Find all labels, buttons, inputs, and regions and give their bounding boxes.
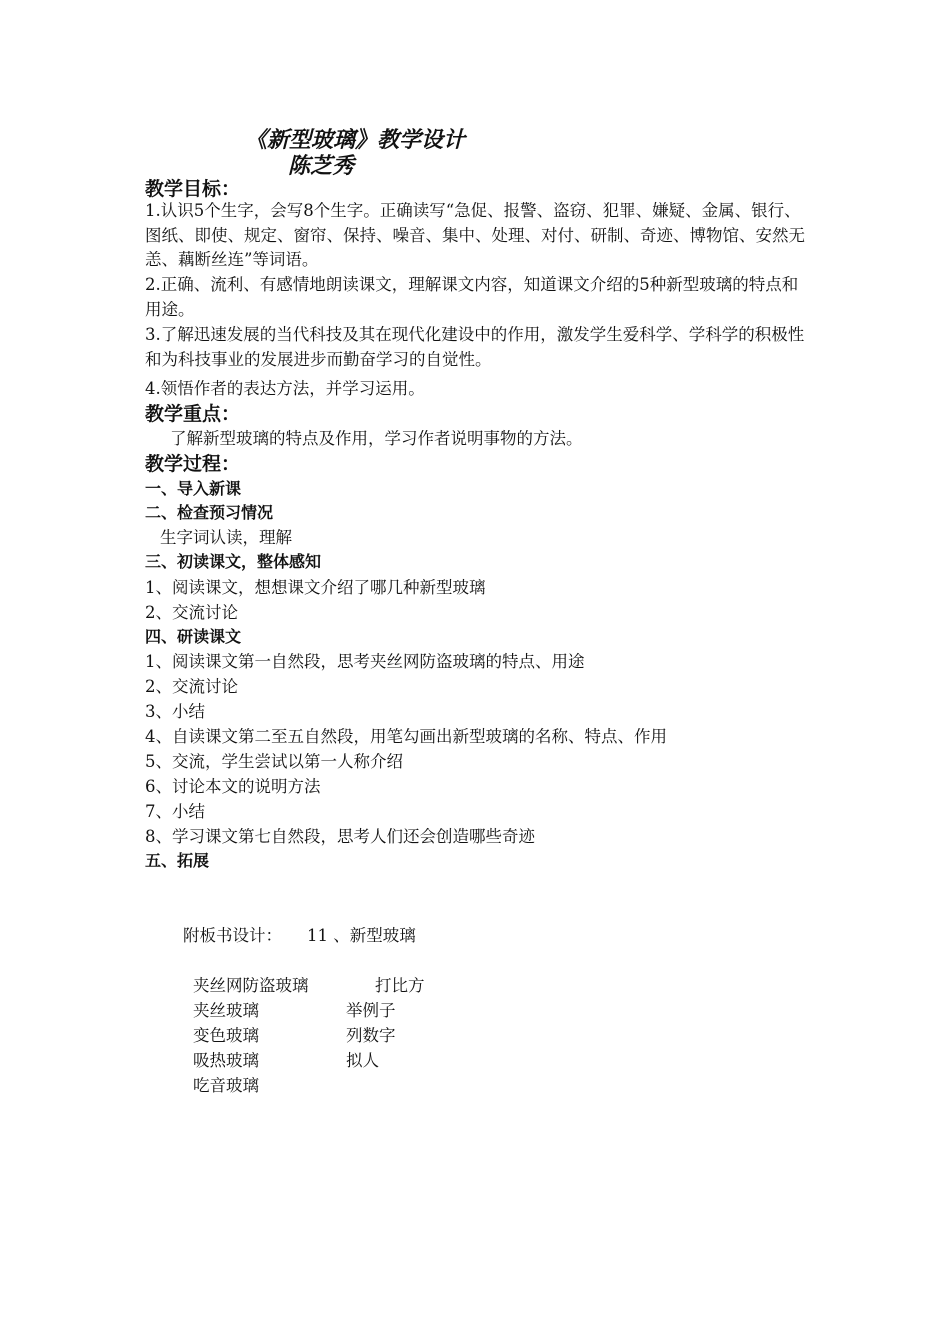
section-3-item: 1、阅读课文，想想课文介绍了哪几种新型玻璃 xyxy=(145,578,486,597)
board-glass-item: 变色玻璃 xyxy=(193,1026,259,1045)
document-title: 《新型玻璃》教学设计 xyxy=(245,127,466,153)
board-glass-item: 吃音玻璃 xyxy=(193,1076,259,1095)
board-glass-item: 吸热玻璃 xyxy=(193,1051,259,1070)
objective-item-3: 3.了解迅速发展的当代科技及其在现代化建设中的作用，激发学生爱科学、学科学的积极性和为科技事业的发展进步而勤奋学习的自觉性。 xyxy=(145,325,805,369)
section-2-text: 生字词认读，理解 xyxy=(160,528,292,547)
section-4-item: 4、自读课文第二至五自然段，用笔勾画出新型玻璃的名称、特点、作用 xyxy=(145,727,667,746)
section-4-item: 8、学习课文第七自然段，思考人们还会创造哪些奇迹 xyxy=(145,827,535,846)
section-4-heading: 四、研读课文 xyxy=(145,627,242,646)
objective-item-2: 2.正确、流利、有感情地朗读课文，理解课文内容，知道课文介绍的5种新型玻璃的特点和用途。 xyxy=(145,275,799,319)
board-method-item: 拟人 xyxy=(346,1051,379,1070)
board-glass-item: 夹丝网防盗玻璃 xyxy=(193,976,309,995)
section-5-heading: 五、拓展 xyxy=(145,851,210,870)
section-4-item: 5、交流，学生尝试以第一人称介绍 xyxy=(145,752,403,771)
process-heading: 教学过程： xyxy=(145,453,241,475)
objectives-heading: 教学目标： xyxy=(145,178,241,200)
section-4-item: 3、小结 xyxy=(145,702,205,721)
section-2-heading: 二、检查预习情况 xyxy=(145,503,274,522)
section-4-item: 2、交流讨论 xyxy=(145,677,238,696)
section-3-item: 2、交流讨论 xyxy=(145,603,238,622)
board-method-item: 举例子 xyxy=(346,1001,396,1020)
section-4-item: 7、小结 xyxy=(145,802,205,821)
section-4-item: 1、阅读课文第一自然段，思考夹丝网防盗玻璃的特点、用途 xyxy=(145,652,585,671)
section-1-heading: 一、导入新课 xyxy=(145,479,242,498)
key-points-heading: 教学重点： xyxy=(145,403,241,425)
section-3-heading: 三、初读课文，整体感知 xyxy=(145,552,322,571)
objective-item-4: 4.领悟作者的表达方法，并学习运用。 xyxy=(145,379,425,398)
board-label: 附板书设计： xyxy=(183,926,282,945)
board-lesson-title: 11 、新型玻璃 xyxy=(307,926,416,945)
board-glass-item: 夹丝玻璃 xyxy=(193,1001,259,1020)
section-4-item: 6、讨论本文的说明方法 xyxy=(145,777,321,796)
objective-item-1: 1.认识5个生字，会写8个生字。正确读写“急促、报警、盗窃、犯罪、嫌疑、金属、银行、图纸、即使、规定、窗帘、保持、噪音、集中、处理、对付、研制、奇迹、博物馆、安然无恙、藕断丝连”等词语。 xyxy=(145,201,805,269)
key-points-text: 了解新型玻璃的特点及作用，学习作者说明事物的方法。 xyxy=(170,429,583,448)
board-method-item: 列数字 xyxy=(346,1026,396,1045)
author-name: 陈芝秀 xyxy=(288,153,355,179)
board-method-item: 打比方 xyxy=(375,976,425,995)
